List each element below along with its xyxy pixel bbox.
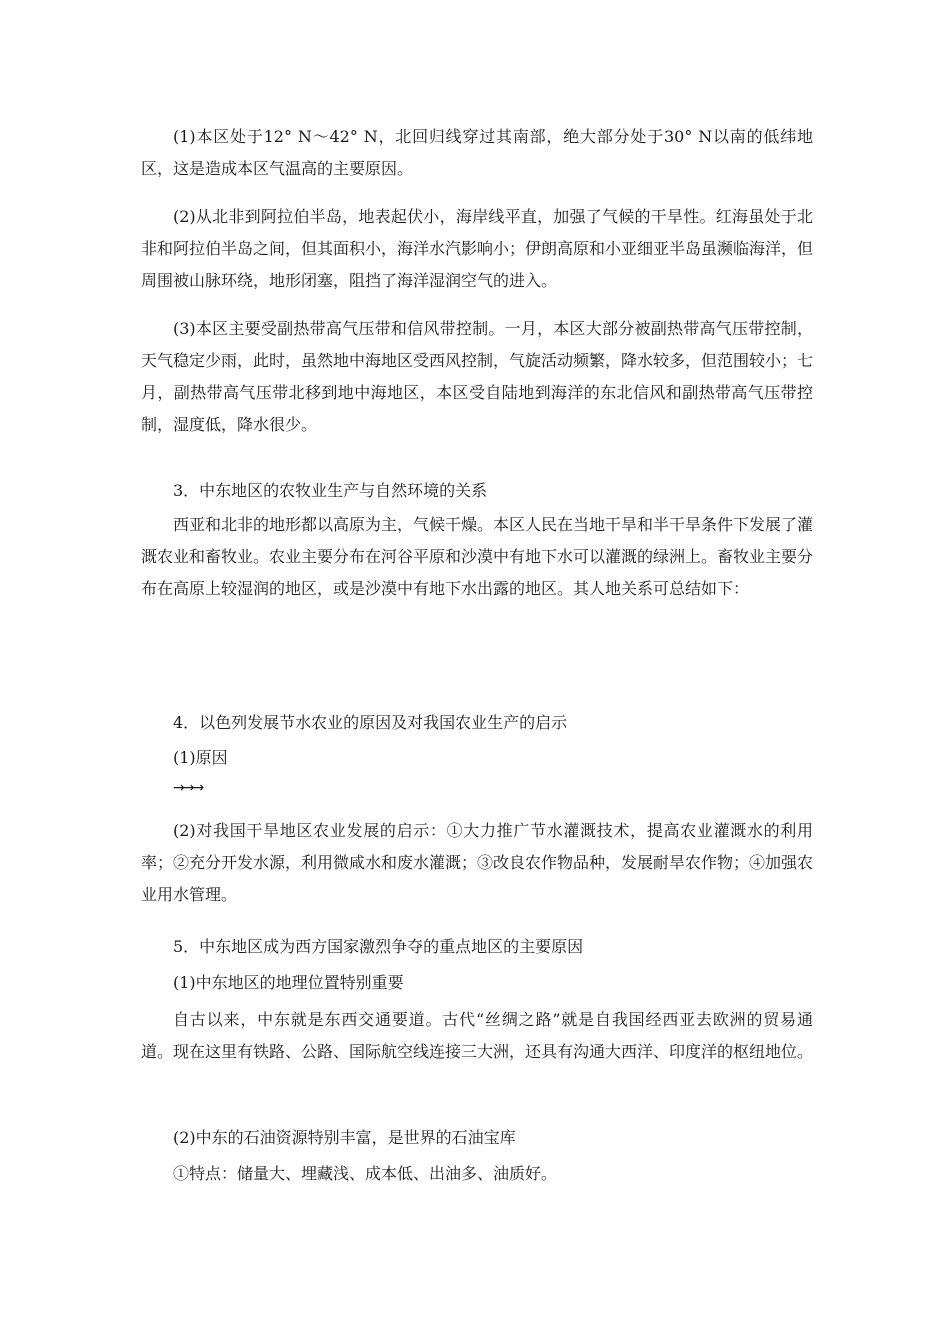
paragraph-inspiration: (2)对我国干旱地区农业发展的启示：①大力推广节水灌溉技术，提高农业灌溉水的利用率；②充分开发水源，利用微咸水和废水灌溉；③改良农作物品种，发展耐旱农作物；④加强农业用水管理。: [141, 821, 814, 904]
arrow-chain: →→→: [173, 780, 203, 796]
paragraph-location-title: (1)中东地区的地理位置特别重要: [173, 973, 404, 992]
heading-section-4: 4．以色列发展节水农业的原因及对我国农业生产的启示: [173, 713, 568, 732]
paragraph-reason-label: (1)原因: [173, 748, 228, 767]
paragraph-agriculture: 西亚和北非的地形都以高原为主，气候干燥。本区人民在当地干旱和半干旱条件下发展了灌溉农业和畜牧业。农业主要分布在河谷平原和沙漠中有地下水可以灌溉的绿洲上。畜牧业主要分布在高原上较湿润的地区，或是沙漠中有地下水出露的地区。其人地关系可总结如下：: [141, 515, 814, 598]
heading-section-5: 5．中东地区成为西方国家激烈争夺的重点地区的主要原因: [173, 937, 584, 956]
paragraph-oil-features: ①特点：储量大、埋藏浅、成本低、出油多、油质好。: [173, 1164, 558, 1183]
paragraph-pressure-belts: (3)本区主要受副热带高气压带和信风带控制。一月，本区大部分被副热带高气压带控制，天气稳定少雨，此时，虽然地中海地区受西风控制，气旋活动频繁，降水较多，但范围较小；七月，副热带高气压带北移到地中海地区，本区受自陆地到海洋的东北信风和副热带高气压带控制，湿度低，降水很少。: [141, 319, 814, 434]
paragraph-oil-title: (2)中东的石油资源特别丰富，是世界的石油宝库: [173, 1128, 516, 1147]
paragraph-silk-road: 自古以来，中东就是东西交通要道。古代“丝绸之路”就是自我国经西亚去欧洲的贸易通道。现在这里有铁路、公路、国际航空线连接三大洲，还具有沟通大西洋、印度洋的枢纽地位。: [141, 1010, 814, 1061]
paragraph-latitude: (1)本区处于12° N～42° N，北回归线穿过其南部，绝大部分处于30° N以南的低纬地区，这是造成本区气温高的主要原因。: [141, 127, 813, 178]
heading-section-3: 3．中东地区的农牧业生产与自然环境的关系: [173, 481, 488, 500]
paragraph-terrain: (2)从北非到阿拉伯半岛，地表起伏小，海岸线平直，加强了气候的干旱性。红海虽处于北非和阿拉伯半岛之间，但其面积小，海洋水汽影响小；伊朗高原和小亚细亚半岛虽濒临海洋，但周围被山脉环绕，地形闭塞，阻挡了海洋湿润空气的进入。: [141, 207, 814, 290]
